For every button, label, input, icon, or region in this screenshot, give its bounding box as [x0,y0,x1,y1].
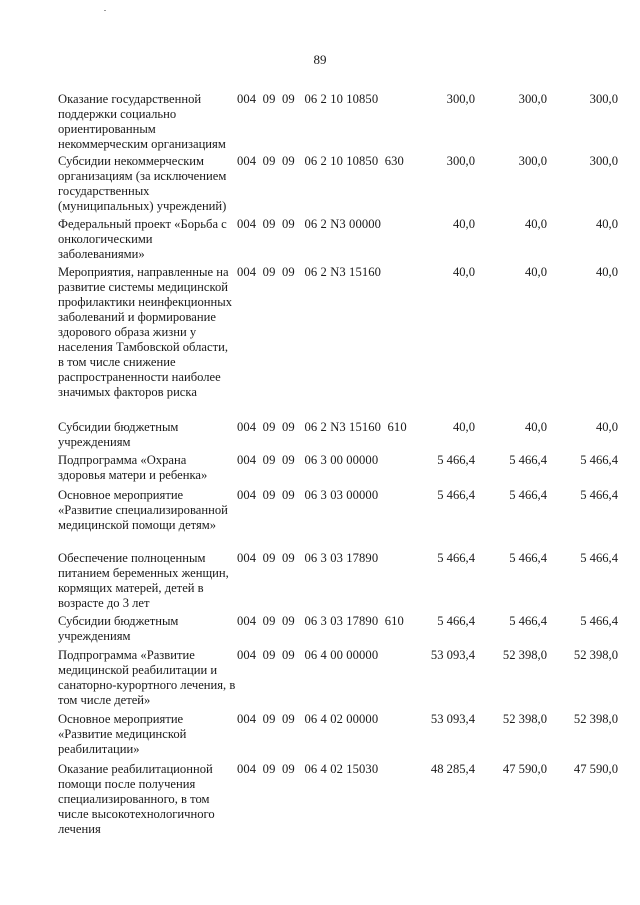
row-code: 004 09 09 06 3 03 00000 [237,488,379,502]
row-value-3: 52 398,0 [573,712,618,726]
row-value-2: 5 466,4 [509,488,547,502]
row-value-2: 5 466,4 [509,551,547,565]
row-value-1: 5 466,4 [437,453,475,467]
row-name: Подпрограмма «Охрана здоровья матери и ребенка» [58,453,208,482]
row-code: 004 09 09 06 2 10 10850 630 [237,154,404,168]
row-code: 004 09 09 06 2 N3 15160 610 [237,420,407,434]
row-name: Оказание реабилитационной помощи после получения специализированного, в том числе высокотехнологичного лечения [58,762,215,836]
row-name: Обеспечение полноценным питанием беременных женщин, кормящих матерей, детей в возрасте до 3 лет [58,551,229,610]
row-value-3: 40,0 [595,217,618,231]
row-name: Основное мероприятие «Развитие медицинской реабилитации» [58,712,187,756]
row-value-2: 40,0 [524,217,547,231]
row-name: Субсидии бюджетным учреждениям [58,614,179,643]
row-value-3: 300,0 [589,154,618,168]
row-code: 004 09 09 06 4 02 15030 [237,762,379,776]
row-code: 004 09 09 06 3 00 00000 [237,453,379,467]
row-value-3: 5 466,4 [580,614,618,628]
row-value-2: 40,0 [524,265,547,279]
row-name: Оказание государственной поддержки социально ориентированным некоммерческим организациям [58,92,226,151]
row-name: Мероприятия, направленные на развитие системы медицинской профилактики неинфекционных заболеваний и формирование здорового образа жизни у населения Тамбовской области, в том числе снижение распространенности наиболее значимых факторов риска [58,265,233,399]
row-value-1: 5 466,4 [437,551,475,565]
row-value-1: 53 093,4 [430,648,475,662]
row-value-3: 52 398,0 [573,648,618,662]
row-value-1: 48 285,4 [430,762,475,776]
row-value-2: 300,0 [518,154,547,168]
row-value-1: 40,0 [452,217,475,231]
row-code: 004 09 09 06 4 02 00000 [237,712,379,726]
scan-mark [104,10,106,11]
row-value-1: 300,0 [446,92,475,106]
row-value-3: 47 590,0 [573,762,618,776]
row-value-3: 40,0 [595,420,618,434]
row-name: Субсидии некоммерческим организациям (за исключением государственных (муниципальных) учреждений) [58,154,227,213]
row-value-1: 40,0 [452,420,475,434]
row-value-3: 40,0 [595,265,618,279]
row-value-2: 52 398,0 [502,648,547,662]
row-code: 004 09 09 06 2 10 10850 [237,92,379,106]
row-value-2: 5 466,4 [509,453,547,467]
row-code: 004 09 09 06 4 00 00000 [237,648,379,662]
row-value-2: 5 466,4 [509,614,547,628]
page-number: 89 [313,52,327,67]
row-code: 004 09 09 06 3 03 17890 [237,551,379,565]
row-value-1: 53 093,4 [430,712,475,726]
row-value-1: 5 466,4 [437,614,475,628]
row-name: Подпрограмма «Развитие медицинской реабилитации и санаторно-курортного лечения, в том числе детей» [58,648,236,707]
row-value-3: 300,0 [589,92,618,106]
row-name: Основное мероприятие «Развитие специализированной медицинской помощи детям» [58,488,228,532]
row-value-3: 5 466,4 [580,551,618,565]
row-value-3: 5 466,4 [580,453,618,467]
row-name: Субсидии бюджетным учреждениям [58,420,179,449]
row-value-2: 40,0 [524,420,547,434]
row-value-2: 300,0 [518,92,547,106]
row-value-1: 5 466,4 [437,488,475,502]
row-code: 004 09 09 06 2 N3 00000 [237,217,382,231]
row-value-2: 47 590,0 [502,762,547,776]
row-code: 004 09 09 06 2 N3 15160 [237,265,382,279]
row-name: Федеральный проект «Борьба с онкологическими заболеваниями» [58,217,227,261]
row-value-1: 40,0 [452,265,475,279]
row-value-1: 300,0 [446,154,475,168]
row-code: 004 09 09 06 3 03 17890 610 [237,614,404,628]
row-value-3: 5 466,4 [580,488,618,502]
row-value-2: 52 398,0 [502,712,547,726]
